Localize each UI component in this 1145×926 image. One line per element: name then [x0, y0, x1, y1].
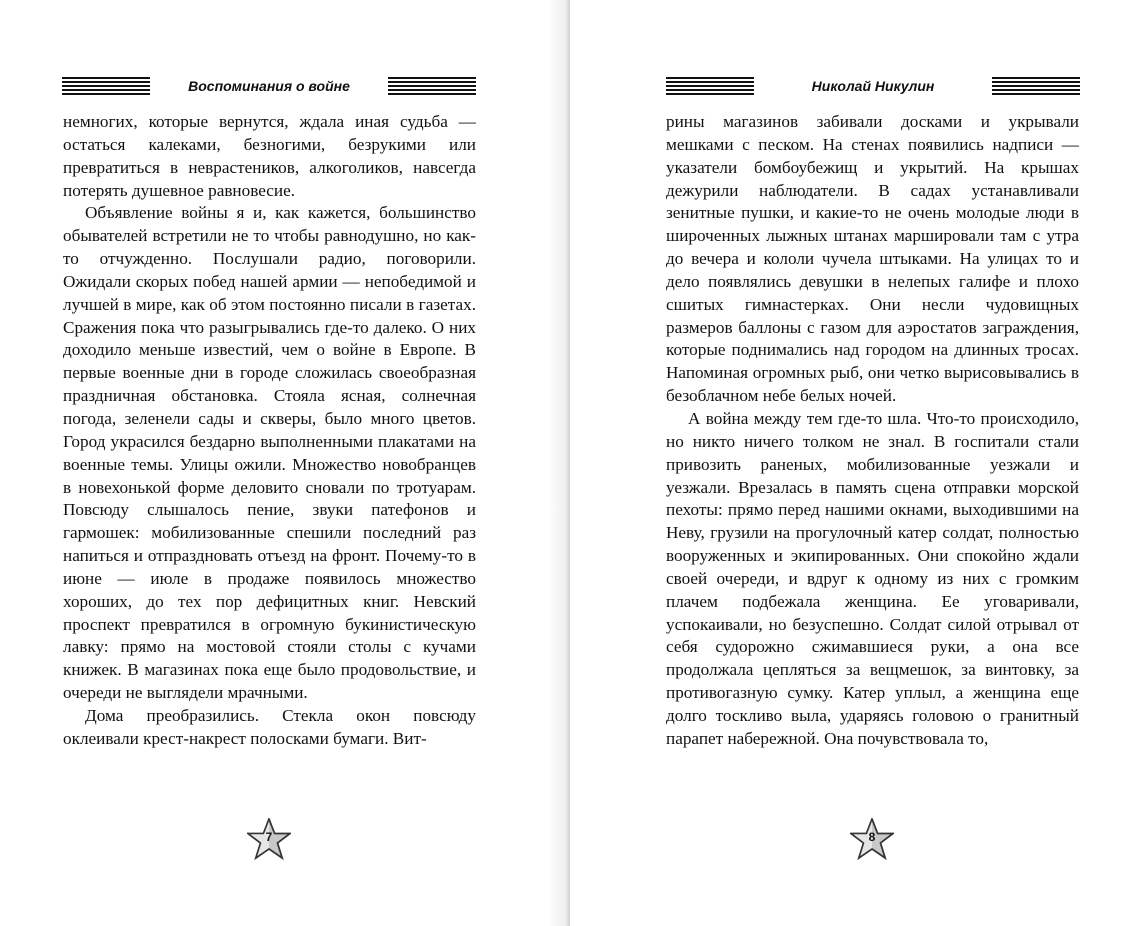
- page-number: 7: [265, 830, 273, 844]
- page-number-left: [247, 818, 291, 860]
- running-head-right: [666, 75, 1080, 97]
- paragraph: рины магазинов забивали досками и укрывали мешками с песком. На стенах появились надписи — указатели бомбоубежищ и укрытий. На крышах дежурили наблюдатели. В садах устанавливали зенитные пушки, и какие-то не очень молодые люди в широченных лыжных штанах маршировали там с утра до вечера и кололи чучела штыками. На улицах то и дело появлялись девушки в нелепых галифе и плохо сшитых гимнастерках. Они несли чудовищных размеров баллоны с газом для аэростатов заграждения, которые поднимались над городом на длинных тросах. Напоминая огромных рыб, они четко вырисовывались в безоблачном небе белых ночей.: [666, 112, 1079, 406]
- running-head-title: Воспоминания о войне: [188, 78, 350, 94]
- running-head-left: [62, 75, 476, 97]
- paragraph: А война между тем где-то шла. Что-то происходило, но никто ничего толком не знал. В госпитали стали привозить раненых, мобилизованные уезжали и уезжали. Врезалась в память сцена отправки морской пехоты: прямо перед нашими окнами, выходившими на Неву, грузили на прогулочный катер солдат, полностью вооруженных и экипированных. Они спокойно ждали своей очереди, и вдруг к одному из них с громким плачем подбежала женщина. Ее уговаривали, успокаивали, но безуспешно. Солдат силой отрывал от себя судорожно сжимавшиеся руки, а она все продолжала цепляться за вещмешок, за винтовку, за противогазную сумку. Катер уплыл, а женщина еще долго тоскливо выла, ударяясь головою о гранитный парапет набережной. Она почувствовала то,: [666, 408, 1079, 748]
- right-page: [570, 0, 1145, 926]
- left-page: [0, 0, 568, 926]
- stripes-icon: [992, 77, 1080, 95]
- stripes-icon: [388, 77, 476, 95]
- paragraph: немногих, которые вернутся, ждала иная судьба — остаться калеками, безногими, безрукими или превратиться в неврастеников, алкоголиков, навсегда потерять душевное равновесие.: [63, 112, 476, 200]
- paragraph: Дома преобразились. Стекла окон повсюду оклеивали крест-накрест полосками бумаги. Вит-: [63, 705, 476, 748]
- running-head-title: Николай Никулин: [811, 78, 935, 94]
- page-number-right: [850, 818, 894, 860]
- right-page-text: [666, 111, 1079, 751]
- left-page-text: [63, 111, 476, 751]
- page-number: 8: [868, 830, 876, 844]
- paragraph: Объявление войны я и, как кажется, большинство обывателей встретили не то чтобы равнодушно, но как-то отчужденно. Послушали радио, поговорили. Ожидали скорых побед нашей армии — непобедимой и лучшей в мире, как об этом постоянно писали в газетах. Сражения пока что разыгрывались где-то далеко. О них доходило меньше известий, чем о войне в Европе. В первые военные дни в городе сложилась своеобразная праздничная обстановка. Стояла ясная, солнечная погода, зеленели сады и скверы, было много цветов. Город украсился бездарно выполненными плакатами на военные темы. Улицы ожили. Множество новобранцев в новехонькой форме деловито сновали по тротуарам. Повсюду слышалось пение, звуки патефонов и гармошек: мобилизованные спешили последний раз напиться и отпраздновать отъезд на фронт. Почему-то в июне — июле в продаже появилось множество хороших, до тех пор дефицитных книг. Невский проспект превратился в огромную букинистическую лавку: прямо на мостовой стояли столы с кучами книжек. В магазинах пока еще было продовольствие, и очереди не выглядели мрачными.: [63, 203, 476, 703]
